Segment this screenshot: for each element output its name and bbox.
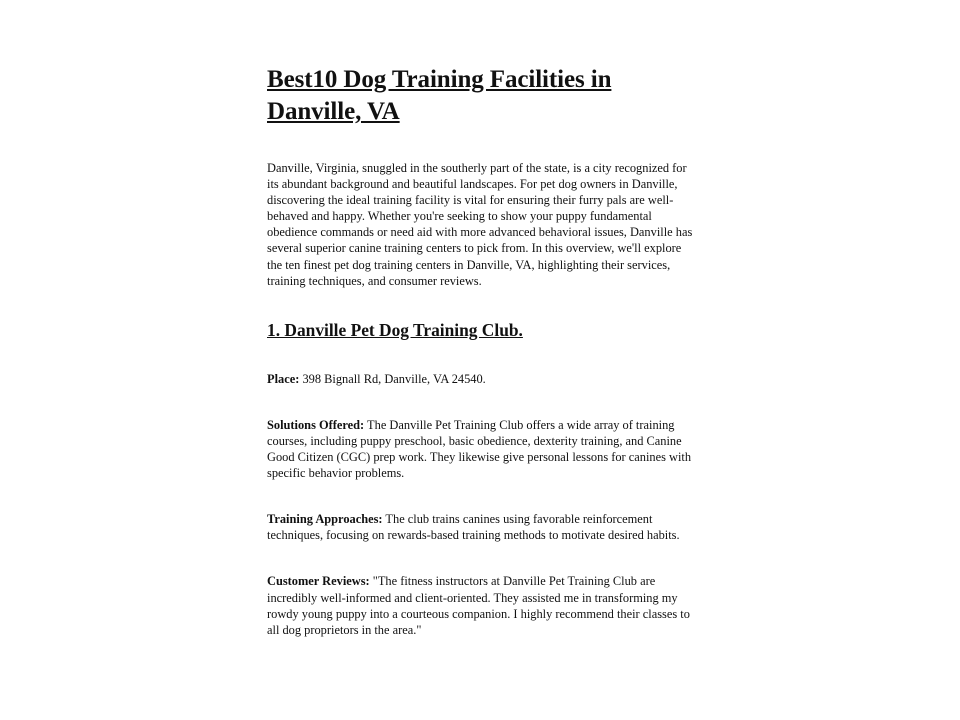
place-value: 398 Bignall Rd, Danville, VA 24540. [299, 371, 486, 386]
section-heading: 1. Danville Pet Dog Training Club. [267, 319, 523, 340]
intro-paragraph: Danville, Virginia, snuggled in the southerly part of the state, is a city recognized for its abundant background and beautiful landscapes. For pet dog owners in Danville, discovering the ideal training facility is vital for ensuring their furry pals are well-behaved and happy. Whether you're seeking to show your puppy fundamental obedience commands or need aid with more advanced behavioral issues, Danville has several superior canine training centers to pick from. In this overview, we'll explore the ten finest pet dog training centers in Danville, VA, highlighting their services, training techniques, and consumer reviews. [267, 161, 693, 288]
reviews-label: Customer Reviews: [267, 574, 370, 589]
document-page [267, 64, 697, 638]
reviews-value: "The fitness instructors at Danville Pet Training Club are incredibly well-informed and client-oriented. They assisted me in transforming my rowdy young puppy into a courteous companion. I highly recommend their classes to all dog proprietors in the area." [267, 574, 690, 637]
solutions-label: Solutions Offered: [267, 417, 365, 432]
approaches-value: The club trains canines using favorable reinforcement techniques, focusing on rewards-based training methods to motivate desired habits. [267, 512, 680, 543]
solutions-value: The Danville Pet Training Club offers a wide array of training courses, including puppy preschool, basic obedience, dexterity training, and Canine Good Citizen (CGC) prep work. They likewise give personal lessons for canines with specific behavior problems. [267, 417, 692, 481]
page-title: Best10 Dog Training Facilities in Danville, VA [267, 66, 612, 125]
reviews-field [267, 573, 697, 637]
approaches-field [267, 511, 697, 543]
solutions-field [267, 417, 697, 481]
place-label: Place: [267, 371, 300, 386]
place-field [267, 371, 697, 387]
approaches-label: Training Approaches: [267, 512, 383, 527]
